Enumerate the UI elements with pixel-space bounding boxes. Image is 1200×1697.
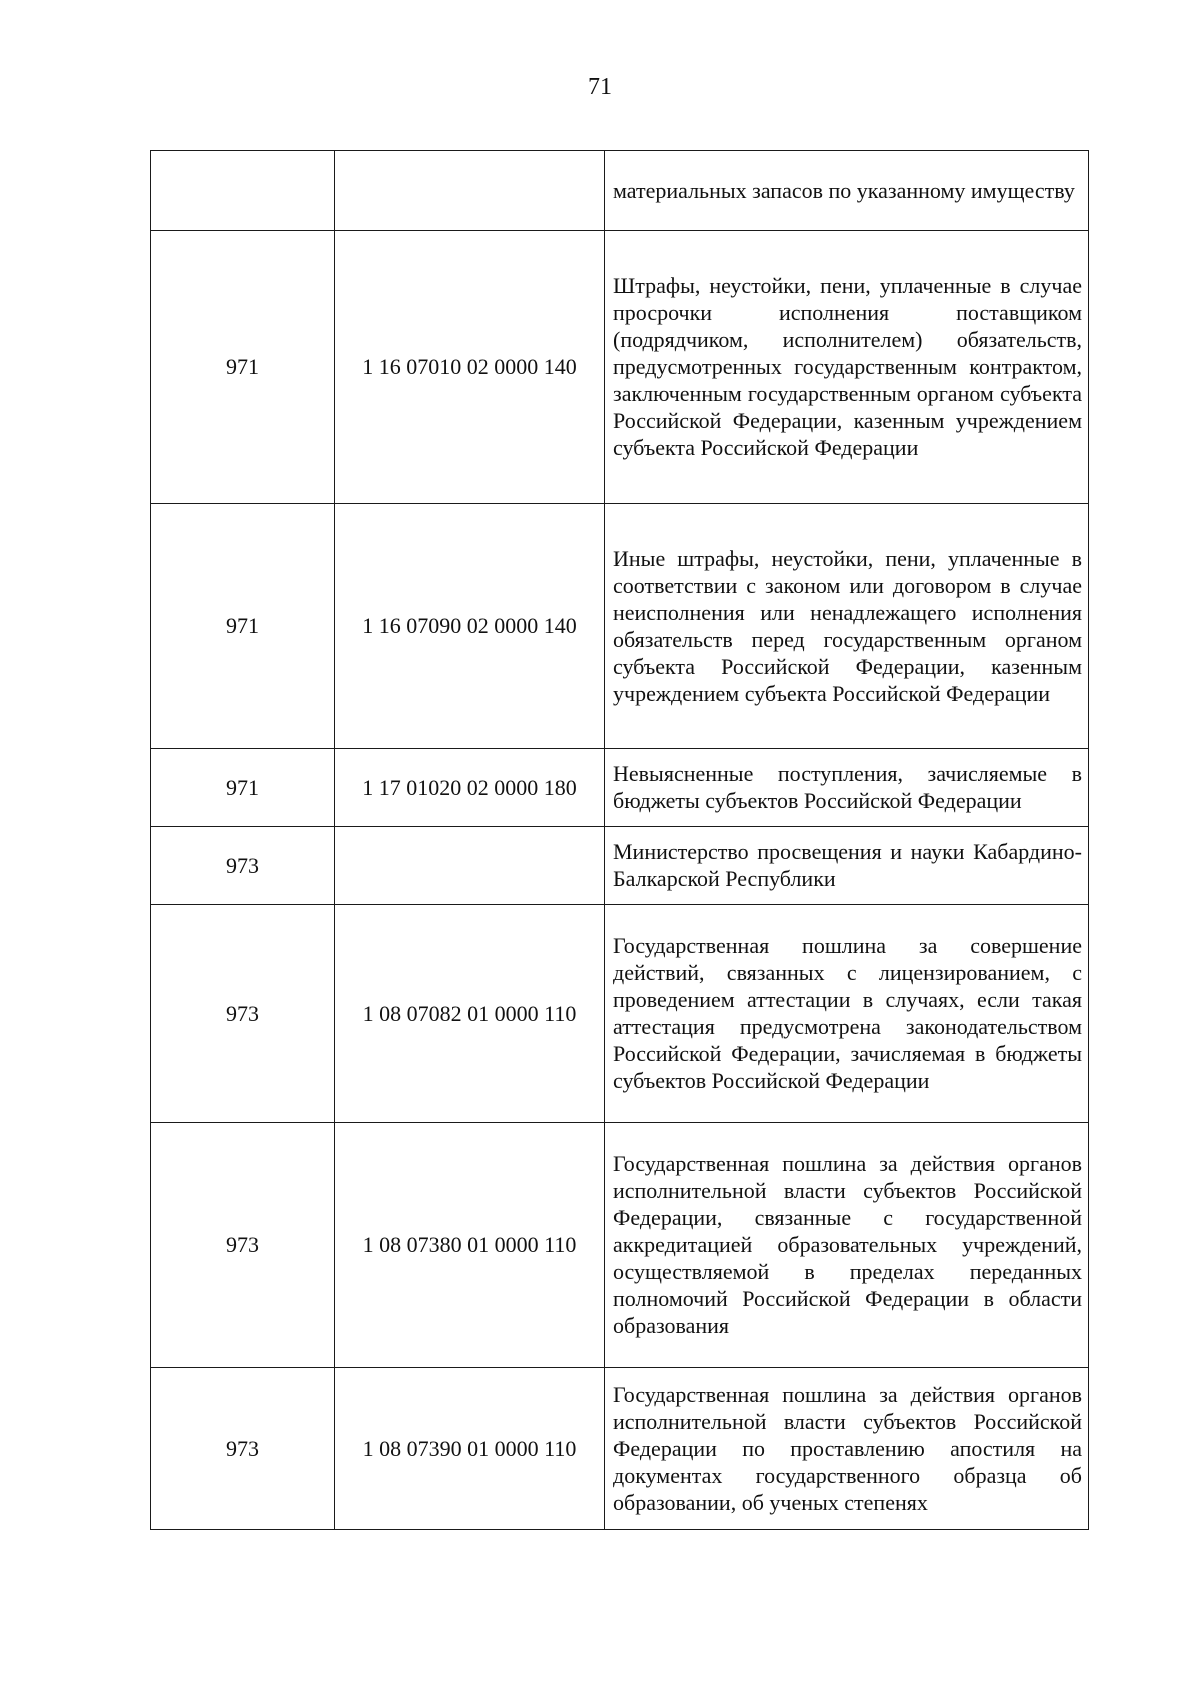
admin-code-cell: 973 xyxy=(151,1368,335,1530)
admin-code-cell: 971 xyxy=(151,231,335,504)
description-cell: материальных запасов по указанному имуществу xyxy=(605,151,1089,231)
budget-code-cell: 1 08 07380 01 0000 110 xyxy=(335,1123,605,1368)
table-row xyxy=(151,231,1089,504)
admin-code-cell: 973 xyxy=(151,1123,335,1368)
admin-code-cell: 973 xyxy=(151,827,335,905)
admin-code-cell xyxy=(151,151,335,231)
budget-classification-table xyxy=(150,150,1089,1530)
description-cell: Штрафы, неустойки, пени, уплаченные в случае просрочки исполнения поставщиком (подрядчиком, исполнителем) обязательств, предусмотренных государственным контрактом, заключенным государственным органом субъекта Российской Федерации, казенным учреждением субъекта Российской Федерации xyxy=(605,231,1089,504)
admin-code-cell: 973 xyxy=(151,905,335,1123)
table-row xyxy=(151,749,1089,827)
description-cell: Министерство просвещения и науки Кабардино-Балкарской Республики xyxy=(605,827,1089,905)
budget-code-cell: 1 16 07090 02 0000 140 xyxy=(335,504,605,749)
budget-code-cell: 1 08 07390 01 0000 110 xyxy=(335,1368,605,1530)
description-cell: Государственная пошлина за действия органов исполнительной власти субъектов Российской Федерации по проставлению апостиля на документах государственного образца об образовании, об ученых степенях xyxy=(605,1368,1089,1530)
page-number: 71 xyxy=(588,74,612,100)
description-cell: Государственная пошлина за действия органов исполнительной власти субъектов Российской Федерации, связанные с государственной аккредитацией образовательных учреждений, осуществляемой в пределах переданных полномочий Российской Федерации в области образования xyxy=(605,1123,1089,1368)
budget-code-cell: 1 16 07010 02 0000 140 xyxy=(335,231,605,504)
description-cell: Государственная пошлина за совершение действий, связанных с лицензированием, с проведением аттестации в случаях, если такая аттестация предусмотрена законодательством Российской Федерации, зачисляемая в бюджеты субъектов Российской Федерации xyxy=(605,905,1089,1123)
admin-code-cell: 971 xyxy=(151,749,335,827)
budget-code-cell: 1 17 01020 02 0000 180 xyxy=(335,749,605,827)
table-row xyxy=(151,151,1089,231)
description-cell: Невыясненные поступления, зачисляемые в бюджеты субъектов Российской Федерации xyxy=(605,749,1089,827)
table-row xyxy=(151,1123,1089,1368)
description-cell: Иные штрафы, неустойки, пени, уплаченные в соответствии с законом или договором в случае неисполнения или ненадлежащего исполнения обязательств перед государственным органом субъекта Российской Федерации, казенным учреждением субъекта Российской Федерации xyxy=(605,504,1089,749)
table-row xyxy=(151,905,1089,1123)
budget-code-cell: 1 08 07082 01 0000 110 xyxy=(335,905,605,1123)
table-row xyxy=(151,1368,1089,1530)
admin-code-cell: 971 xyxy=(151,504,335,749)
budget-code-cell xyxy=(335,151,605,231)
budget-code-cell xyxy=(335,827,605,905)
table-row xyxy=(151,504,1089,749)
table-row xyxy=(151,827,1089,905)
